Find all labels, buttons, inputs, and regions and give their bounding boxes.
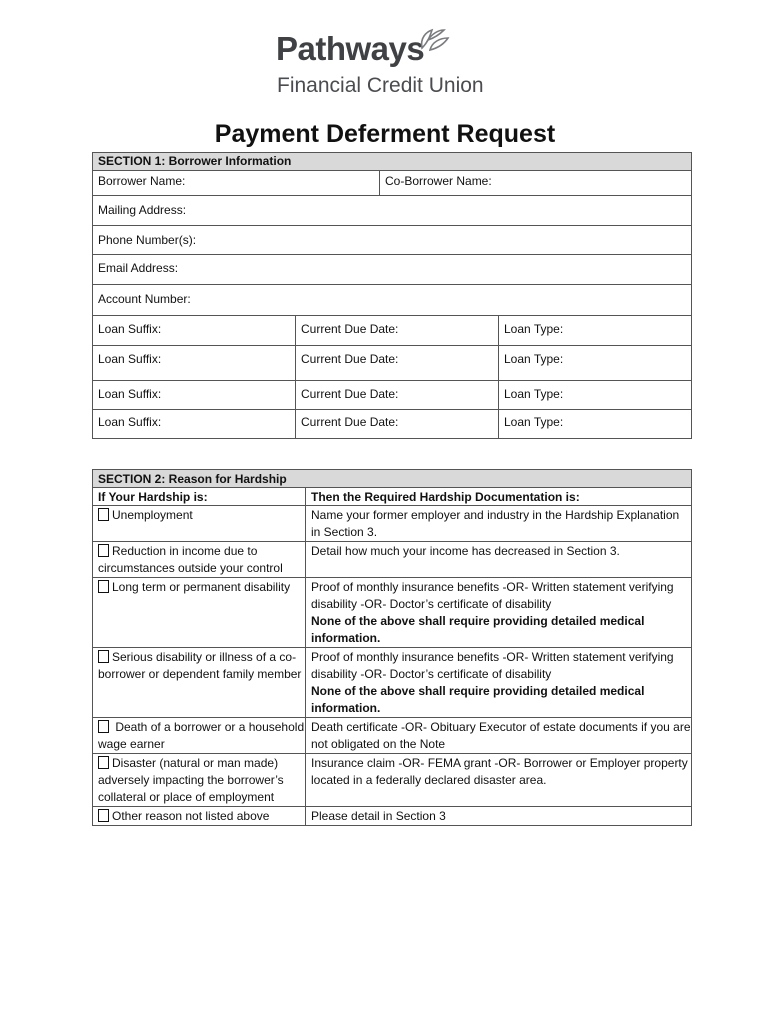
documentation-text: Detail how much your income has decreased in Section 3. bbox=[311, 544, 620, 558]
hardship-label: Death of a borrower or a household wage earner bbox=[98, 720, 305, 751]
borrower-information-table bbox=[92, 152, 692, 439]
column-header-hardship: If Your Hardship is: bbox=[93, 488, 306, 506]
loan-suffix-field[interactable]: Loan Suffix: bbox=[93, 346, 296, 381]
loan-row bbox=[93, 346, 692, 381]
current-due-date-field[interactable]: Current Due Date: bbox=[296, 410, 499, 439]
phone-field[interactable]: Phone Number(s): bbox=[93, 226, 692, 255]
hardship-label: Disaster (natural or man made) adversely impacting the borrower’s collateral or place of employment bbox=[98, 756, 284, 804]
medical-info-note: None of the above shall require providing detailed medical information. bbox=[311, 614, 645, 645]
loan-suffix-field[interactable]: Loan Suffix: bbox=[93, 410, 296, 439]
loan-type-field[interactable]: Loan Type: bbox=[499, 316, 692, 346]
hardship-label: Long term or permanent disability bbox=[112, 580, 291, 594]
loan-suffix-field[interactable]: Loan Suffix: bbox=[93, 316, 296, 346]
hardship-option bbox=[93, 754, 306, 807]
section1-header-row bbox=[93, 153, 692, 171]
co-borrower-name-field[interactable]: Co-Borrower Name: bbox=[380, 171, 692, 196]
hardship-row bbox=[93, 578, 692, 648]
hardship-row bbox=[93, 807, 692, 826]
checkbox[interactable] bbox=[98, 756, 109, 769]
hardship-row bbox=[93, 506, 692, 542]
loan-suffix-field[interactable]: Loan Suffix: bbox=[93, 381, 296, 410]
hardship-label: Serious disability or illness of a co-borrower or dependent family member bbox=[98, 650, 302, 681]
logo-subtitle: Financial Credit Union bbox=[277, 74, 484, 97]
account-row bbox=[93, 285, 692, 316]
hardship-option bbox=[93, 542, 306, 578]
checkbox[interactable] bbox=[98, 580, 109, 593]
logo-name: Pathways bbox=[276, 30, 425, 67]
documentation-cell bbox=[306, 807, 692, 826]
hardship-option bbox=[93, 718, 306, 754]
documentation-text: Death certificate -OR- Obituary Executor of estate documents if you are not obligated on the Note bbox=[311, 720, 691, 751]
hardship-row bbox=[93, 542, 692, 578]
checkbox[interactable] bbox=[98, 544, 109, 557]
email-row bbox=[93, 255, 692, 285]
mailing-address-field[interactable]: Mailing Address: bbox=[93, 196, 692, 226]
documentation-cell bbox=[306, 542, 692, 578]
section1-header: SECTION 1: Borrower Information bbox=[93, 153, 692, 171]
current-due-date-field[interactable]: Current Due Date: bbox=[296, 346, 499, 381]
mailing-row bbox=[93, 196, 692, 226]
borrower-name-field[interactable]: Borrower Name: bbox=[93, 171, 380, 196]
loan-type-field[interactable]: Loan Type: bbox=[499, 381, 692, 410]
current-due-date-field[interactable]: Current Due Date: bbox=[296, 316, 499, 346]
hardship-row bbox=[93, 648, 692, 718]
email-field[interactable]: Email Address: bbox=[93, 255, 692, 285]
section2-header-row bbox=[93, 470, 692, 488]
documentation-cell bbox=[306, 578, 692, 648]
documentation-cell bbox=[306, 718, 692, 754]
hardship-option bbox=[93, 807, 306, 826]
account-number-field[interactable]: Account Number: bbox=[93, 285, 692, 316]
checkbox[interactable] bbox=[98, 809, 109, 822]
checkbox[interactable] bbox=[98, 650, 109, 663]
loan-type-field[interactable]: Loan Type: bbox=[499, 410, 692, 439]
documentation-cell bbox=[306, 754, 692, 807]
phone-row bbox=[93, 226, 692, 255]
documentation-cell bbox=[306, 648, 692, 718]
hardship-row bbox=[93, 718, 692, 754]
column-header-row bbox=[93, 488, 692, 506]
hardship-option bbox=[93, 648, 306, 718]
current-due-date-field[interactable]: Current Due Date: bbox=[296, 381, 499, 410]
hardship-label: Reduction in income due to circumstances outside your control bbox=[98, 544, 283, 575]
page-title: Payment Deferment Request bbox=[214, 120, 556, 148]
documentation-text: Please detail in Section 3 bbox=[311, 809, 446, 823]
hardship-option bbox=[93, 578, 306, 648]
documentation-text: Insurance claim -OR- FEMA grant -OR- Borrower or Employer property located in a federally declared disaster area. bbox=[311, 756, 688, 787]
documentation-cell bbox=[306, 506, 692, 542]
hardship-row bbox=[93, 754, 692, 807]
hardship-label: Unemployment bbox=[112, 508, 193, 522]
hardship-label: Other reason not listed above bbox=[112, 809, 270, 823]
checkbox[interactable] bbox=[98, 508, 109, 521]
checkbox[interactable] bbox=[98, 720, 109, 733]
hardship-option bbox=[93, 506, 306, 542]
logo bbox=[276, 26, 506, 102]
loan-type-field[interactable]: Loan Type: bbox=[499, 346, 692, 381]
name-row bbox=[93, 171, 692, 196]
column-header-documentation: Then the Required Hardship Documentation is: bbox=[306, 488, 692, 506]
loan-row bbox=[93, 410, 692, 439]
documentation-text: Proof of monthly insurance benefits -OR- Written statement verifying disability -OR- Doctor’s certificate of disability bbox=[311, 580, 674, 611]
documentation-text: Proof of monthly insurance benefits -OR- Written statement verifying disability -OR- Doctor’s certificate of disability bbox=[311, 650, 674, 681]
medical-info-note: None of the above shall require providing detailed medical information. bbox=[311, 684, 645, 715]
loan-row bbox=[93, 381, 692, 410]
leaf-icon bbox=[418, 26, 452, 56]
section2-header: SECTION 2: Reason for Hardship bbox=[93, 470, 692, 488]
documentation-text: Name your former employer and industry in the Hardship Explanation in Section 3. bbox=[311, 508, 680, 539]
reason-for-hardship-table bbox=[92, 469, 692, 826]
loan-row bbox=[93, 316, 692, 346]
